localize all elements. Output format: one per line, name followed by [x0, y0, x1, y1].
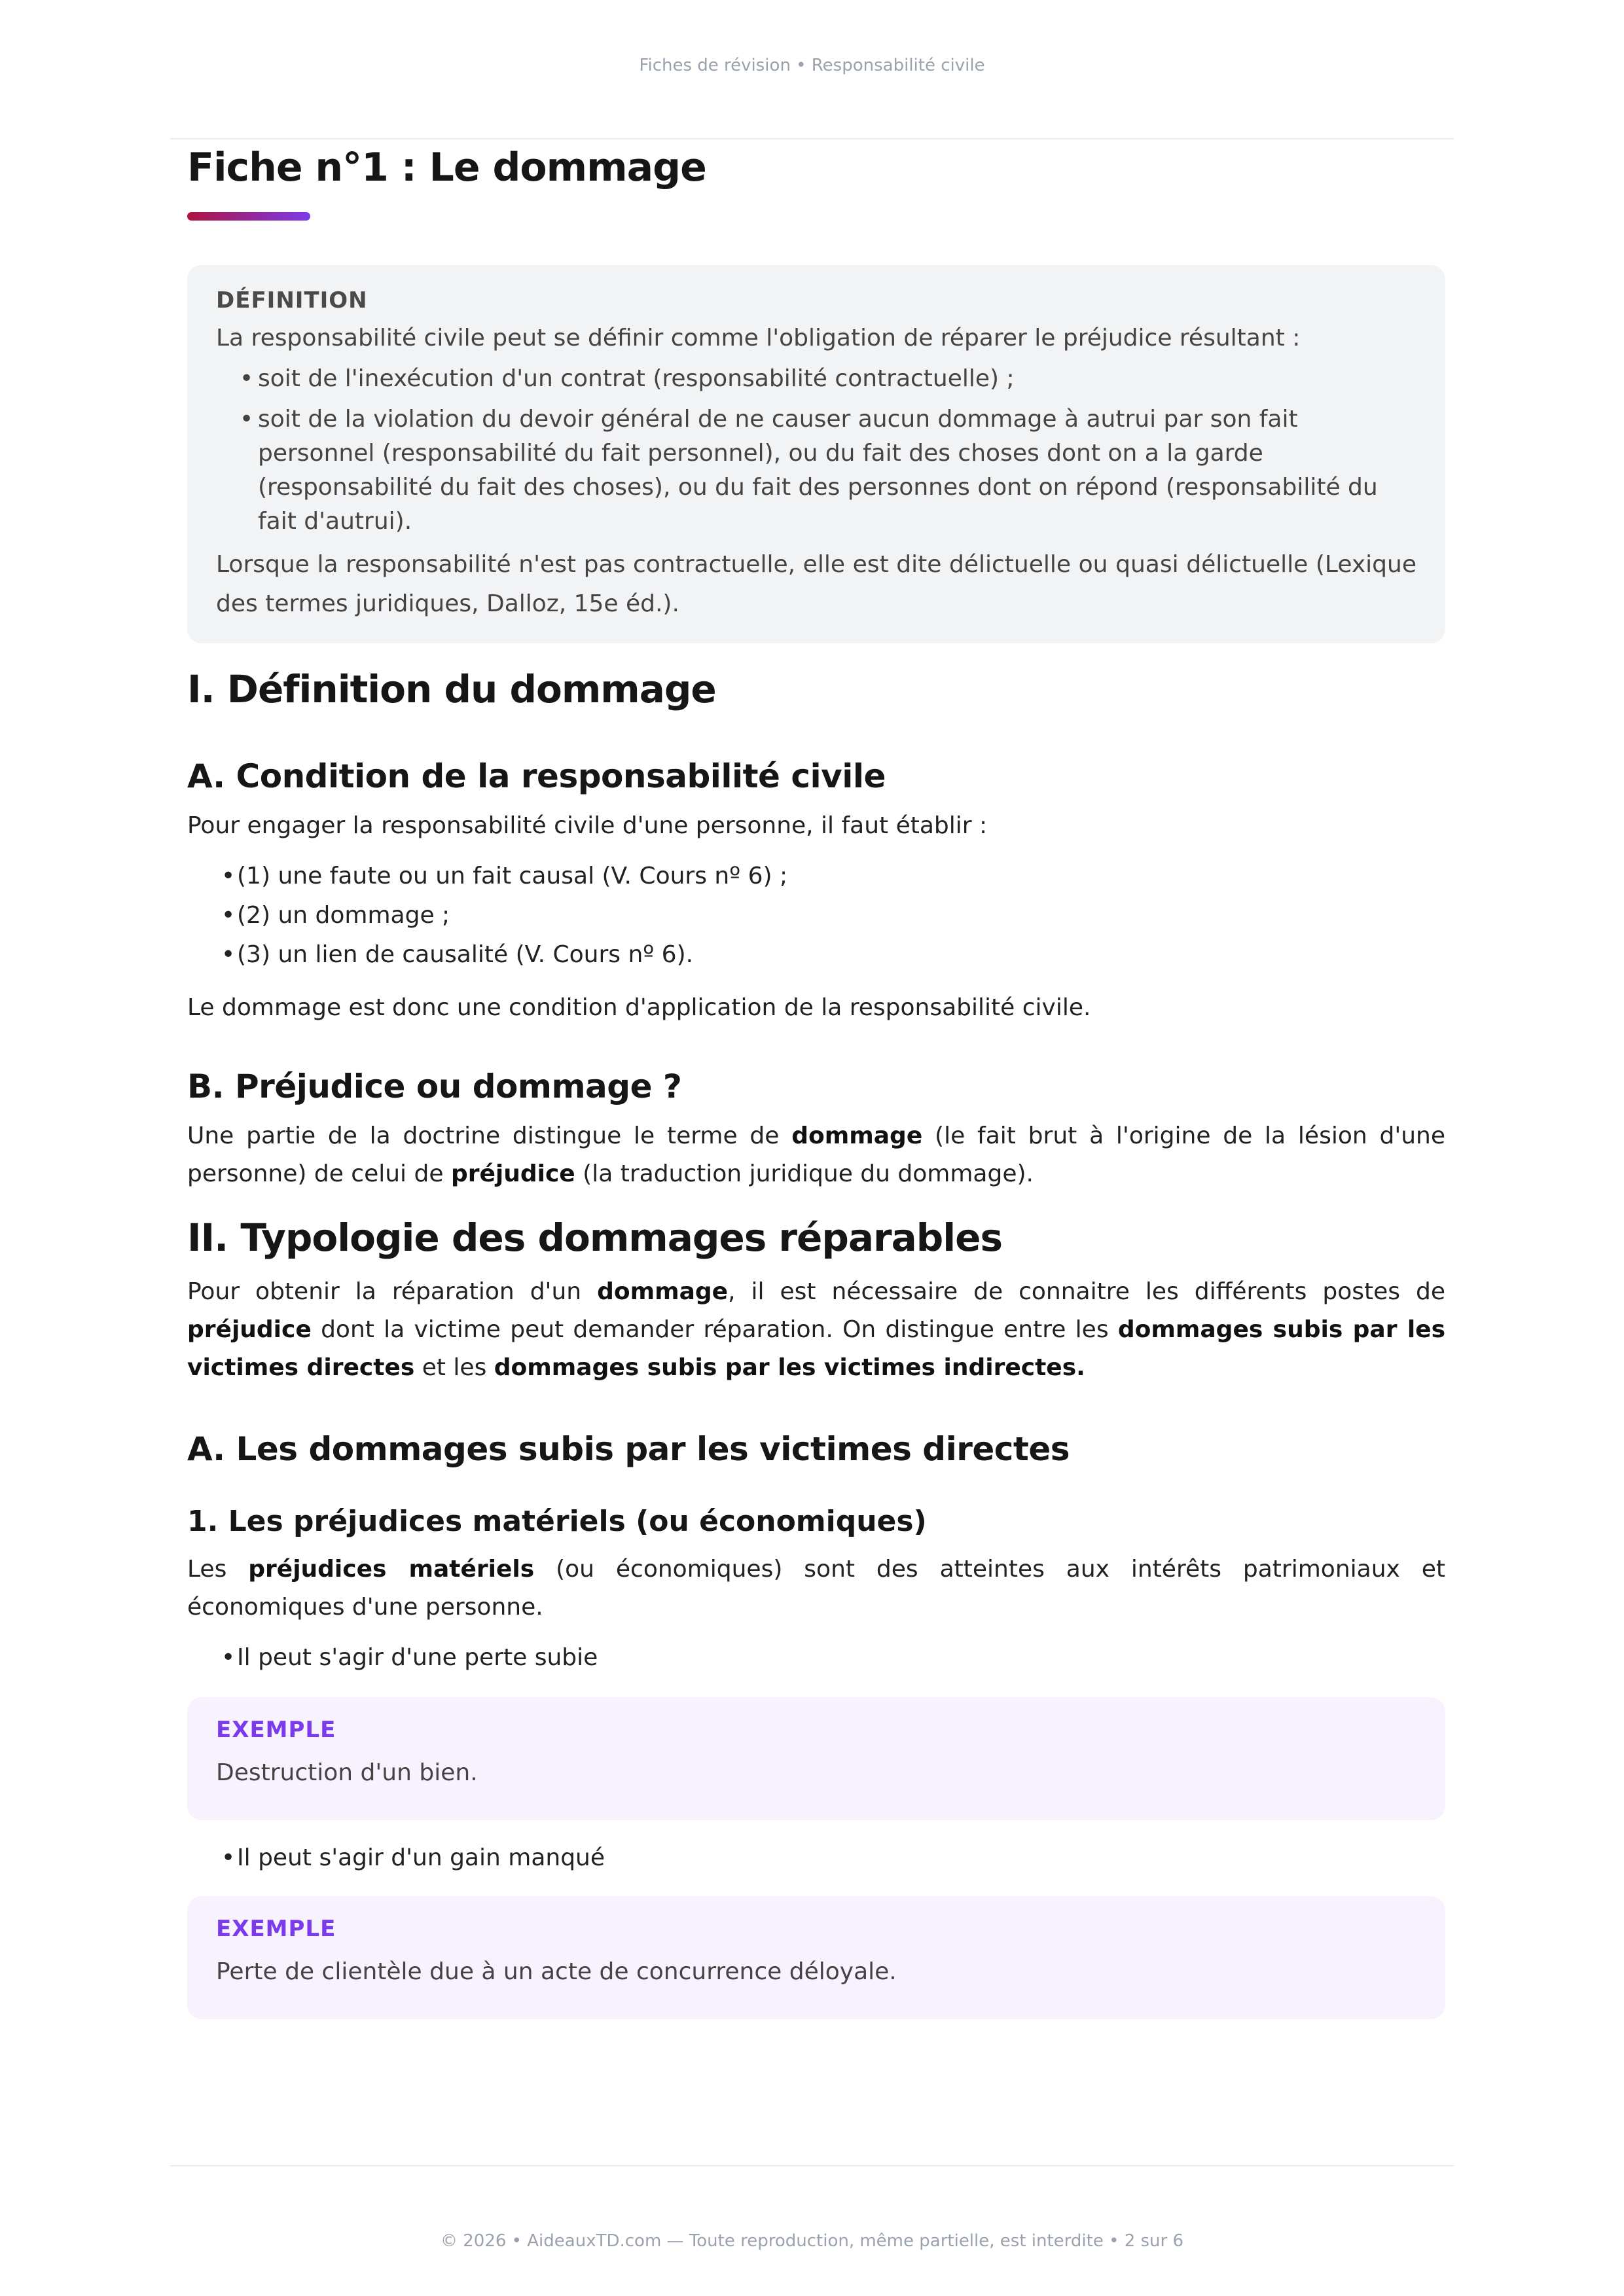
- running-header: [170, 50, 1454, 139]
- definition-box: [187, 265, 1445, 643]
- condition-item: • (2) un dommage ;: [187, 896, 1445, 935]
- term-dommage: dommage: [791, 1122, 923, 1149]
- example-text: Perte de clientèle due à un acte de concurrence déloyale.: [216, 1958, 897, 1985]
- loss-list-1: [187, 1638, 1445, 1677]
- running-title: Fiches de révision • Responsabilité civile: [639, 56, 985, 75]
- section-2a1-paragraph: Les préjudices matériels (ou économiques) sont des atteintes aux intérêts patrimoniaux et économiques d'une personne.: [187, 1556, 1445, 1621]
- section-1b-heading: B. Préjudice ou dommage ?: [187, 1067, 682, 1105]
- footer-text: © 2026 • AideauxTD.com — Toute reproduction, même partielle, est interdite • 2 sur 6: [440, 2231, 1184, 2251]
- section-1-heading: I. Définition du dommage: [187, 667, 716, 711]
- section-2a1-heading: 1. Les préjudices matériels (ou économiques): [187, 1505, 927, 1538]
- definition-label: DÉFINITION: [216, 287, 368, 314]
- title-accent-bar: [187, 212, 310, 221]
- example-box: [187, 1697, 1445, 1820]
- section-1a-conclusion: Le dommage est donc une condition d'application de la responsabilité civile.: [187, 994, 1091, 1021]
- section-1a-intro: Pour engager la responsabilité civile d'une personne, il faut établir :: [187, 812, 988, 839]
- loss-item: • Il peut s'agir d'une perte subie: [187, 1638, 1445, 1677]
- definition-intro: La responsabilité civile peut se définir comme l'obligation de réparer le préjudice résultant :: [216, 325, 1301, 351]
- section-1b-paragraph: Une partie de la doctrine distingue le terme de dommage (le fait brut à l'origine de la lésion d'une personne) de celui de préjudice (la traduction juridique du dommage).: [187, 1122, 1445, 1187]
- definition-item: • soit de l'inexécution d'un contrat (responsabilité contractuelle) ;: [216, 362, 1416, 396]
- definition-list: [216, 362, 1416, 539]
- example-label: EXEMPLE: [216, 1717, 336, 1743]
- page-content: [187, 141, 1445, 2019]
- example-label: EXEMPLE: [216, 1916, 336, 1942]
- example-text: Destruction d'un bien.: [216, 1759, 478, 1786]
- term-prejudice: préjudice: [450, 1160, 575, 1187]
- definition-closing: Lorsque la responsabilité n'est pas contractuelle, elle est dite délictuelle ou quasi délictuelle (Lexique des termes juridiques, Dalloz, 15e éd.).: [216, 551, 1416, 617]
- page-footer: [170, 2165, 1454, 2254]
- section-2-heading: II. Typologie des dommages réparables: [187, 1215, 1003, 1260]
- section-2-intro: Pour obtenir la réparation d'un dommage, il est nécessaire de connaitre les différents postes de préjudice dont la victime peut demander réparation. On distingue entre les dommages subis par les victimes directes et les dommages subis par les victimes indirectes.: [187, 1278, 1445, 1381]
- loss-list-2: [187, 1839, 1445, 1878]
- section-1a-heading: A. Condition de la responsabilité civile: [187, 757, 886, 795]
- example-box: [187, 1896, 1445, 2019]
- section-2a-heading: A. Les dommages subis par les victimes directes: [187, 1430, 1070, 1468]
- definition-item: • soit de la violation du devoir général de ne causer aucun dommage à autrui par son fait personnel (responsabilité du fait personnel), ou du fait des choses dont on a la garde (responsabilité du fait des choses), ou du fait des personnes dont on répond (responsabilité du fait d'autrui).: [216, 403, 1416, 539]
- conditions-list: [187, 857, 1445, 975]
- page-title: Fiche n°1 : Le dommage: [187, 145, 706, 190]
- condition-item: • (1) une faute ou un fait causal (V. Cours nº 6) ;: [187, 857, 1445, 896]
- condition-item: • (3) un lien de causalité (V. Cours nº 6).: [187, 935, 1445, 975]
- loss-item: • Il peut s'agir d'un gain manqué: [187, 1839, 1445, 1878]
